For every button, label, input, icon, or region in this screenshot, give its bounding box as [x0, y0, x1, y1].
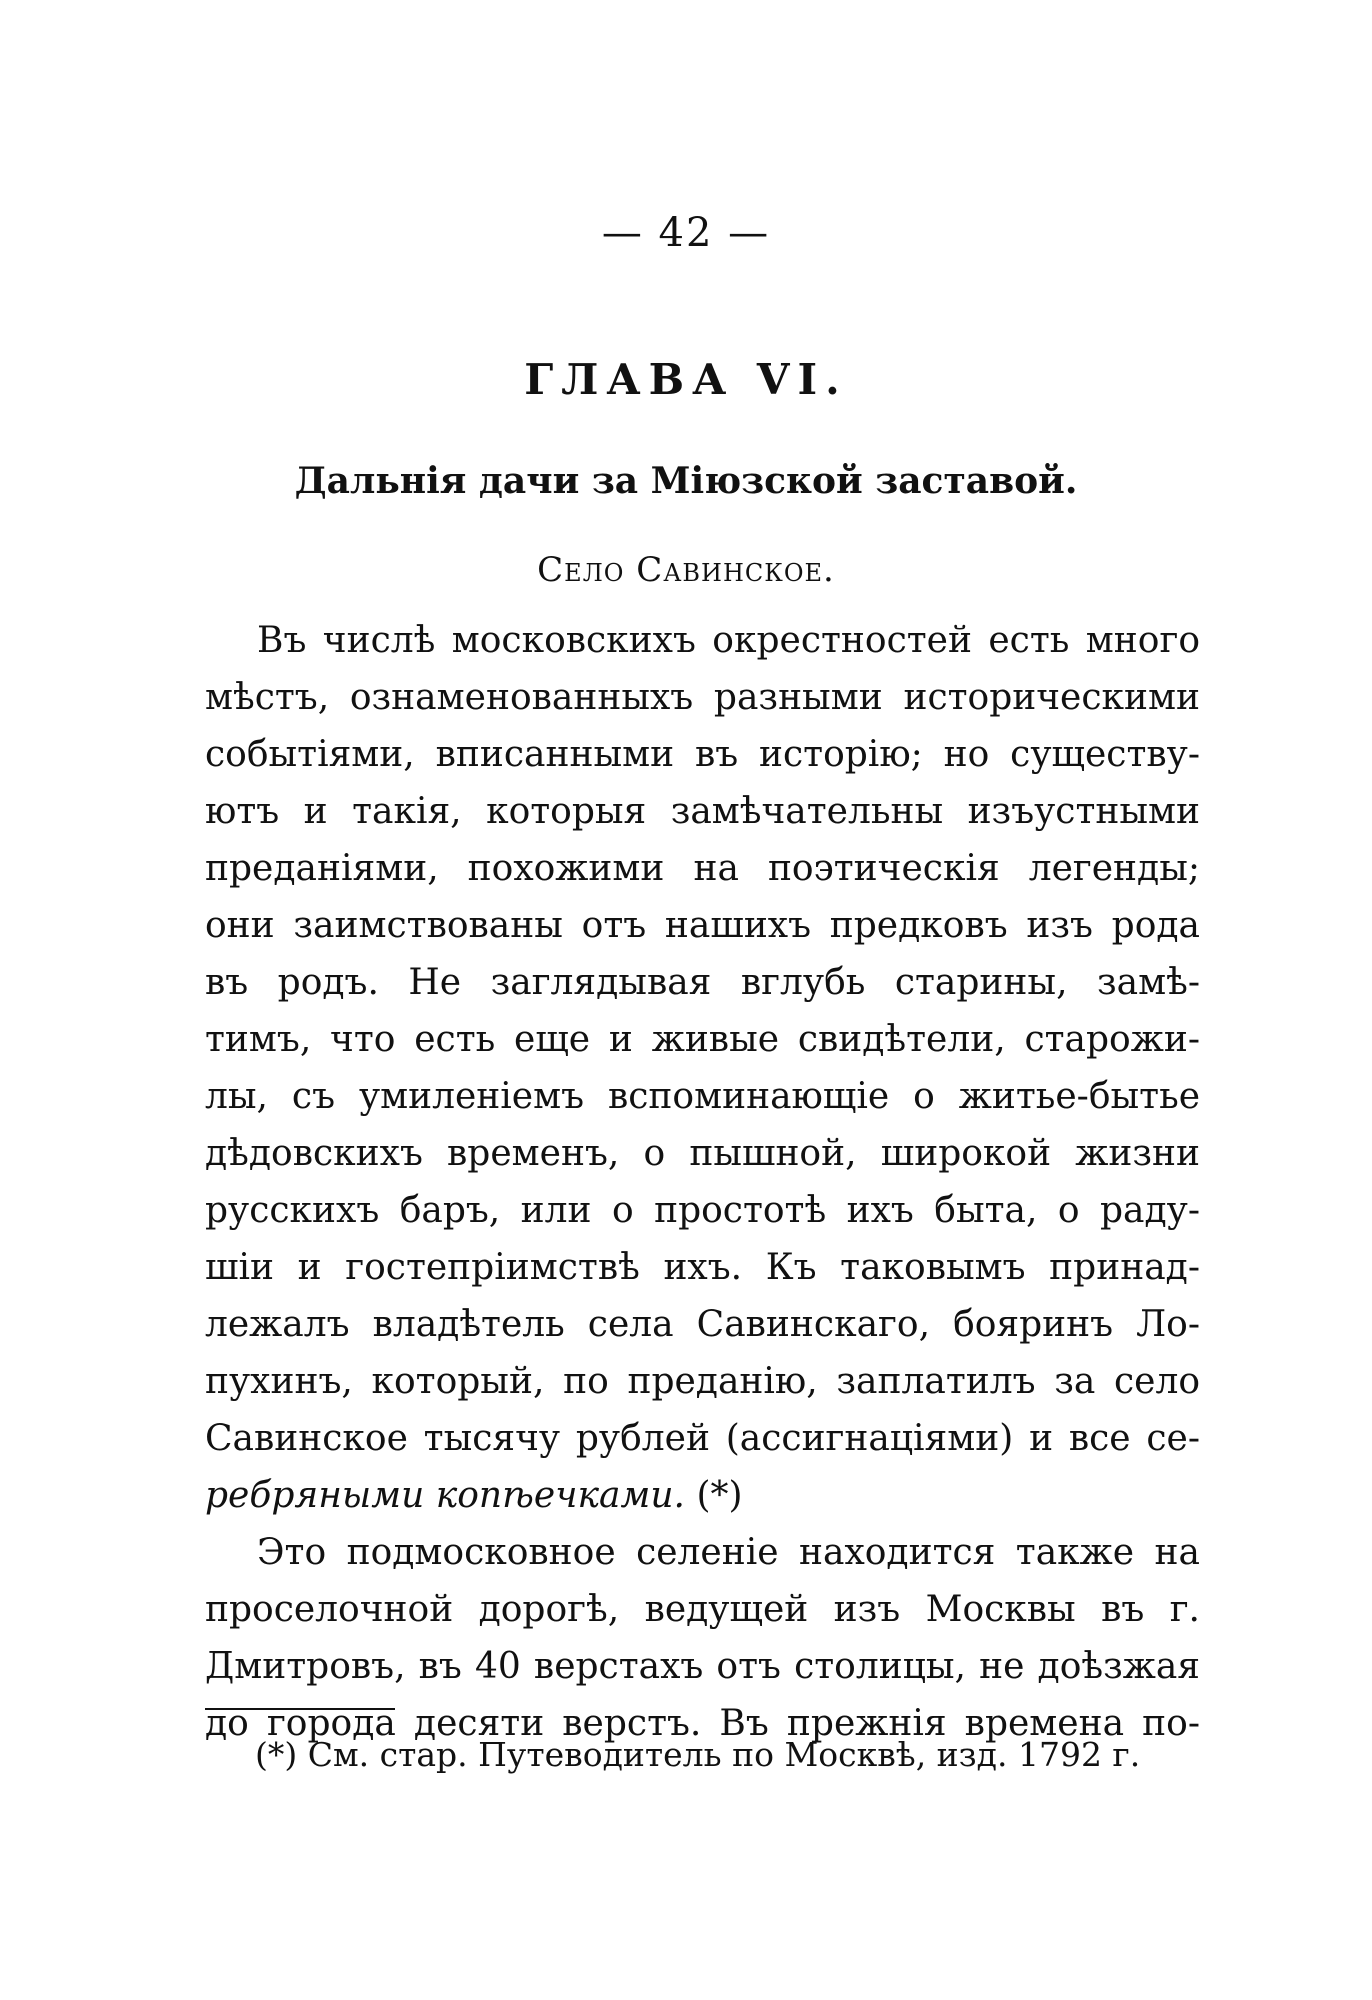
text-line: ютъ и такія, которыя замѣчательны изъустными	[205, 791, 1200, 832]
text-line: они заимствованы отъ нашихъ предковъ изъ рода	[205, 905, 1200, 946]
text-line: до города десяти верстъ. Въ прежнія времена по-	[205, 1703, 1200, 1744]
text-line: проселочной дорогѣ, ведущей изъ Москвы въ г.	[205, 1589, 1200, 1630]
text-line: Савинское тысячу рублей (ассигнаціями) и все се-	[205, 1418, 1200, 1459]
text-line: тимъ, что есть еще и живые свидѣтели, старожи-	[205, 1019, 1200, 1060]
chapter-subtitle: Дальнія дачи за Міюзской заставой.	[294, 460, 1078, 502]
text-line: дѣдовскихъ временъ, о пышной, широкой жизни	[205, 1133, 1200, 1174]
text-line: пухинъ, который, по преданію, заплатилъ за село	[205, 1361, 1200, 1402]
italic-phrase: ребряными копѣечками.	[205, 1475, 685, 1516]
footnote-marker[interactable]: (*)	[696, 1475, 743, 1516]
chapter-title: ГЛАВА VI.	[524, 355, 848, 404]
text-line: мѣстъ, ознаменованныхъ разными историческими	[205, 677, 1200, 718]
text-line: въ родъ. Не заглядывая вглубь старины, замѣ-	[205, 962, 1200, 1003]
text-line: Дмитровъ, въ 40 верстахъ отъ столицы, не доѣзжая	[205, 1646, 1200, 1687]
footnote-divider	[205, 1708, 395, 1710]
text-line: шіи и гостепріимствѣ ихъ. Къ таковымъ принад-	[205, 1247, 1200, 1288]
paragraph-1	[205, 612, 1200, 1524]
text-line: преданіями, похожими на поэтическія легенды;	[205, 848, 1200, 889]
text-line: русскихъ баръ, или о простотѣ ихъ быта, о раду-	[205, 1190, 1200, 1231]
footnote: (*) См. стар. Путеводитель по Москвѣ, изд. 1792 г.	[255, 1735, 1141, 1774]
text-line: Въ числѣ московскихъ окрестностей есть много	[257, 620, 1200, 661]
text-line: Это подмосковное селеніе находится также на	[257, 1532, 1200, 1573]
text-line: событіями, вписанными въ исторію; но существу-	[205, 734, 1200, 775]
text-line-last	[205, 1467, 1200, 1524]
section-heading: Село Савинское.	[537, 550, 835, 590]
text-line: лежалъ владѣтель села Савинскаго, бояринъ Ло-	[205, 1304, 1200, 1345]
paragraph-2	[205, 1524, 1200, 1752]
text-line: лы, съ умиленіемъ вспоминающіе о житье-бытье	[205, 1076, 1200, 1117]
page-number: — 42 —	[601, 210, 771, 256]
